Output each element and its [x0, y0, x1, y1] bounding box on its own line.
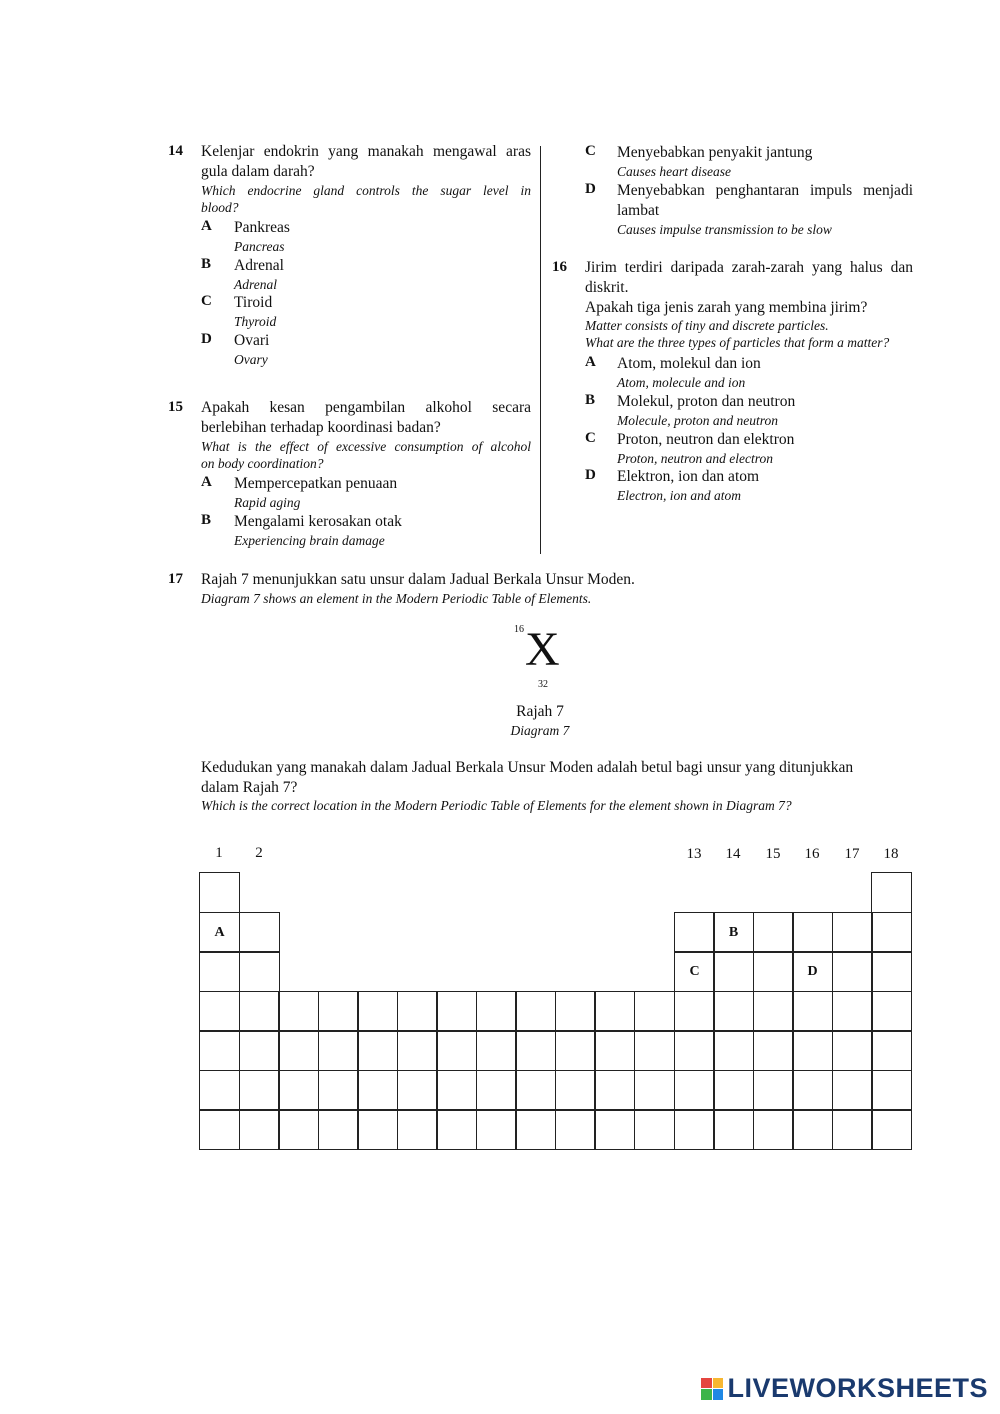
table-cell — [357, 1070, 398, 1111]
table-cell — [397, 1109, 438, 1150]
q14-en-line1: Which endocrine gland controls the sugar level in — [201, 183, 531, 198]
element-proton-number: 16 — [514, 624, 524, 635]
table-cell-option-c[interactable]: C — [674, 951, 715, 992]
question-16-text-en — [585, 317, 920, 351]
group-label-15: 15 — [765, 846, 781, 862]
table-cell — [515, 991, 556, 1032]
option-text-ms: Molekul, proton dan neutron — [617, 393, 796, 410]
diagram-caption-en: Diagram 7 — [510, 723, 570, 738]
table-cell — [278, 991, 319, 1032]
table-cell — [318, 1109, 359, 1150]
q16-ms-line2: diskrit. — [585, 279, 629, 296]
table-cell — [753, 951, 794, 992]
table-cell — [674, 1030, 715, 1071]
q17-ms-line1: Kedudukan yang manakah dalam Jadual Berkala Unsur Moden adalah betul bagi unsur yang ditunjukkan — [201, 759, 854, 776]
table-cell — [397, 991, 438, 1032]
table-cell — [594, 1109, 635, 1150]
table-cell — [832, 1030, 873, 1071]
table-cell — [792, 1070, 833, 1111]
table-cell — [634, 1030, 675, 1071]
table-cell — [199, 1070, 240, 1111]
table-cell — [713, 1070, 754, 1111]
table-cell — [674, 991, 715, 1032]
q14-en-line2: blood? — [201, 200, 239, 215]
table-cell — [871, 951, 912, 992]
diagram-caption-ms: Rajah 7 — [516, 703, 564, 720]
q14-ms-line2: gula dalam darah? — [201, 163, 315, 180]
table-cell — [555, 1030, 596, 1071]
table-cell — [832, 951, 873, 992]
table-cell — [871, 1030, 912, 1071]
question-17-intro-ms: Rajah 7 menunjukkan satu unsur dalam Jadual Berkala Unsur Moden. — [201, 571, 635, 588]
option-text-ms: Elektron, ion dan atom — [617, 468, 760, 485]
group-label-14: 14 — [725, 846, 741, 862]
option-text-en: Ovary — [234, 352, 268, 367]
option-text-ms: Atom, molekul dan ion — [617, 355, 761, 372]
table-cell — [318, 1030, 359, 1071]
option-text-en: Proton, neutron and electron — [617, 451, 773, 466]
table-cell — [239, 951, 280, 992]
table-cell — [278, 1030, 319, 1071]
table-cell — [239, 912, 280, 953]
q14-ms-line1: Kelenjar endokrin yang manakah mengawal aras — [201, 143, 531, 160]
table-cell — [634, 1070, 675, 1111]
option-text-ms: Mengalami kerosakan otak — [234, 513, 402, 530]
group-label-17: 17 — [844, 846, 860, 862]
question-16-text-ms — [585, 258, 913, 318]
table-cell — [436, 991, 477, 1032]
question-14-text-ms — [201, 142, 531, 182]
table-cell — [278, 1109, 319, 1150]
table-cell — [792, 1109, 833, 1150]
option-letter: D — [585, 467, 596, 483]
group-label-13: 13 — [686, 846, 702, 862]
table-cell — [753, 991, 794, 1032]
option-text-ms-line2: lambat — [617, 202, 660, 219]
table-cell — [832, 991, 873, 1032]
group-label-16: 16 — [804, 846, 820, 862]
q17-ms-line2: dalam Rajah 7? — [201, 779, 298, 796]
option-letter: C — [585, 430, 596, 446]
table-cell — [357, 1030, 398, 1071]
option-letter: B — [201, 512, 212, 528]
table-cell — [871, 991, 912, 1032]
table-cell — [239, 1070, 280, 1111]
question-17-intro-en: Diagram 7 shows an element in the Modern Periodic Table of Elements. — [201, 591, 592, 606]
q15-ms-line2: berlebihan terhadap koordinasi badan? — [201, 419, 441, 436]
question-14-text-en — [201, 182, 531, 216]
option-letter: D — [201, 331, 212, 347]
question-17-text-en: Which is the correct location in the Modern Periodic Table of Elements for the element shown in Diagram 7? — [201, 798, 792, 813]
table-cell — [634, 1109, 675, 1150]
question-17-number: 17 — [168, 571, 183, 587]
table-cell — [357, 991, 398, 1032]
q15-en-line1: What is the effect of excessive consumption of alcohol — [201, 439, 531, 454]
element-symbol: X — [525, 623, 560, 676]
option-text-en: Rapid aging — [234, 495, 301, 510]
table-cell — [871, 872, 912, 913]
table-cell — [199, 872, 240, 913]
table-cell — [674, 912, 715, 953]
option-text-ms: Adrenal — [234, 257, 284, 274]
q16-ms-line1: Jirim terdiri daripada zarah-zarah yang halus dan — [585, 259, 913, 276]
table-cell — [436, 1109, 477, 1150]
table-cell — [832, 1109, 873, 1150]
option-letter: C — [585, 143, 596, 159]
option-text-en: Atom, molecule and ion — [617, 375, 746, 390]
q16-en-line1: Matter consists of tiny and discrete particles. — [585, 318, 829, 333]
table-cell — [753, 1070, 794, 1111]
option-letter: A — [201, 474, 212, 490]
table-cell — [753, 1030, 794, 1071]
question-15-text-en — [201, 438, 531, 472]
q15-ms-line1: Apakah kesan pengambilan alkohol secara — [201, 399, 531, 416]
option-text-ms: Tiroid — [234, 294, 273, 311]
option-text-en: Adrenal — [234, 277, 277, 292]
option-letter: D — [585, 181, 596, 197]
table-cell-option-a[interactable]: A — [199, 912, 240, 953]
option-text-ms: Pankreas — [234, 219, 290, 236]
table-cell — [397, 1030, 438, 1071]
group-label-1: 1 — [215, 845, 223, 861]
table-cell — [871, 912, 912, 953]
table-cell-option-b[interactable]: B — [713, 912, 754, 953]
option-letter: B — [585, 392, 596, 408]
table-cell — [713, 951, 754, 992]
table-cell — [239, 991, 280, 1032]
question-14-number: 14 — [168, 143, 183, 159]
option-text-ms: Mempercepatkan penuaan — [234, 475, 398, 492]
table-cell — [199, 991, 240, 1032]
table-cell — [555, 1109, 596, 1150]
group-label-18: 18 — [883, 846, 899, 862]
table-cell — [832, 912, 873, 953]
table-cell — [515, 1070, 556, 1111]
table-cell — [871, 1109, 912, 1150]
option-letter: B — [201, 256, 212, 272]
option-text-en: Thyroid — [234, 314, 277, 329]
option-text-en: Electron, ion and atom — [617, 488, 741, 503]
option-text-en: Molecule, proton and neutron — [617, 413, 778, 428]
table-cell — [199, 951, 240, 992]
table-cell — [753, 912, 794, 953]
table-cell — [476, 1070, 517, 1111]
table-cell — [199, 1030, 240, 1071]
table-cell — [832, 1070, 873, 1111]
table-cell — [476, 991, 517, 1032]
option-text-ms-line1: Menyebabkan penghantaran impuls menjadi — [617, 182, 913, 199]
q16-en-line2: What are the three types of particles that form a matter? — [585, 335, 890, 350]
table-cell — [476, 1109, 517, 1150]
table-cell — [792, 991, 833, 1032]
liveworksheets-logo — [701, 1373, 988, 1404]
option-text-ms: Proton, neutron dan elektron — [617, 431, 795, 448]
table-cell — [713, 991, 754, 1032]
logo-text: LIVEWORKSHEETS — [727, 1373, 988, 1403]
question-17-text-ms — [201, 758, 913, 798]
table-cell — [674, 1109, 715, 1150]
table-cell — [634, 991, 675, 1032]
option-text-ms: Ovari — [234, 332, 270, 349]
option-text-ms: Menyebabkan penyakit jantung — [617, 144, 813, 161]
table-cell — [318, 1070, 359, 1111]
group-label-2: 2 — [255, 845, 263, 861]
table-cell — [594, 991, 635, 1032]
table-cell — [476, 1030, 517, 1071]
column-divider — [540, 146, 541, 554]
table-cell-option-d[interactable]: D — [792, 951, 833, 992]
table-cell — [357, 1109, 398, 1150]
table-cell — [674, 1070, 715, 1111]
table-cell — [871, 1070, 912, 1111]
option-letter: C — [201, 293, 212, 309]
table-cell — [397, 1070, 438, 1111]
option-text-en: Experiencing brain damage — [234, 533, 385, 548]
table-cell — [713, 1030, 754, 1071]
table-cell — [713, 1109, 754, 1150]
question-15-number: 15 — [168, 399, 183, 415]
table-cell — [792, 1030, 833, 1071]
table-cell — [199, 1109, 240, 1150]
table-cell — [239, 1030, 280, 1071]
table-cell — [436, 1070, 477, 1111]
question-15-text-ms — [201, 398, 531, 438]
element-nucleon-number: 32 — [538, 679, 548, 690]
table-cell — [555, 991, 596, 1032]
table-cell — [792, 912, 833, 953]
table-cell — [515, 1030, 556, 1071]
table-cell — [278, 1070, 319, 1111]
question-16-number: 16 — [552, 259, 567, 275]
q16-ms-line3: Apakah tiga jenis zarah yang membina jirim? — [585, 299, 868, 316]
option-letter: A — [585, 354, 596, 370]
logo-mark-icon — [701, 1378, 723, 1400]
table-cell — [555, 1070, 596, 1111]
table-cell — [239, 1109, 280, 1150]
table-cell — [594, 1030, 635, 1071]
table-cell — [753, 1109, 794, 1150]
table-cell — [515, 1109, 556, 1150]
table-cell — [318, 991, 359, 1032]
option-text-en: Pancreas — [234, 239, 285, 254]
option-text-en: Causes impulse transmission to be slow — [617, 222, 832, 237]
option-text-en: Causes heart disease — [617, 164, 731, 179]
q15-en-line2: on body coordination? — [201, 456, 324, 471]
option-letter: A — [201, 218, 212, 234]
table-cell — [436, 1030, 477, 1071]
table-cell — [594, 1070, 635, 1111]
